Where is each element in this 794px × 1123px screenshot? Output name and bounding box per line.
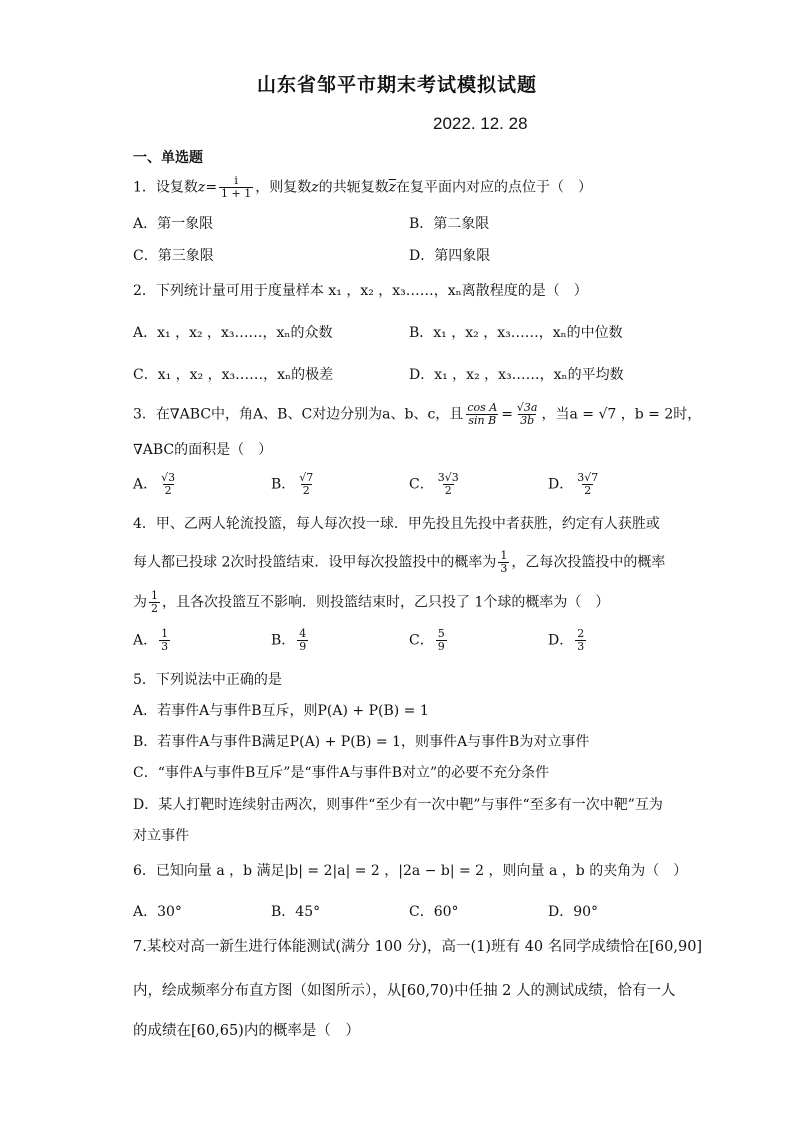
question-3-option-b: B． $\frac{√7}{2}$ [271, 471, 314, 497]
question-6-option-d: D．90° [548, 904, 599, 920]
question-4-option-c: C． $\frac{5}{9}$ [409, 627, 445, 653]
question-7-stem-line3: 的成绩在[60,65)内的概率是（ ） [133, 1023, 360, 1039]
question-3-option-d: D． $\frac{3√7}{2}$ [548, 471, 599, 497]
question-1-stem: 1．设复数z= $\frac{i}{1 + 1}$ ，则复数z的共轭复数$\overline{z}$在复平面内对应的点位于（ ） [133, 174, 593, 200]
question-5-option-c: C．“事件A与事件B互斥”是“事件A与事件B对立”的必要不充分条件 [133, 765, 550, 781]
question-7-stem-line2: 内，绘成频率分布直方图（如图所示），从[60,70)中任抽 2 人的测试成绩，恰有一人 [133, 983, 676, 999]
question-5-option-b: B．若事件A与事件B满足P(A) + P(B) = 1，则事件A与事件B为对立事件 [133, 734, 590, 750]
question-5-stem: 5．下列说法中正确的是 [133, 672, 282, 688]
section-heading: 一、单选题 [133, 150, 203, 166]
question-6-option-b: B．45° [271, 904, 321, 920]
question-4-option-a: A． $\frac{1}{3}$ [133, 627, 169, 653]
question-6-option-c: C．60° [409, 904, 459, 920]
question-1-option-a: A．第一象限 [133, 216, 214, 232]
question-1-option-c: C．第三象限 [133, 248, 214, 264]
question-2-option-a: A．x₁ ，x₂ ，x₃……，xₙ的众数 [133, 325, 333, 341]
question-5-option-d: D．某人打靶时连续射击两次，则事件“至少有一次中靶”与事件“至多有一次中靶”互为 [133, 797, 663, 813]
question-5-option-a: A．若事件A与事件B互斥，则P(A) + P(B) = 1 [133, 703, 429, 719]
question-1-option-d: D．第四象限 [409, 248, 491, 264]
exam-date: 2022. 12. 28 [433, 114, 528, 133]
question-5-option-d-line2: 对立事件 [133, 828, 189, 844]
question-2-option-b: B．x₁ ，x₂ ，x₃……，xₙ的中位数 [409, 325, 623, 341]
question-4-stem-line3: 为 $\frac{1}{2}$ ，且各次投篮互不影响．则投篮结束时，乙只投了 1个球的概率为（ ） [133, 589, 610, 615]
question-4-option-b: B． $\frac{4}{9}$ [271, 627, 307, 653]
page-title: 山东省邹平市期末考试模拟试题 [256, 74, 537, 96]
question-3-stem-line2: ∇ABC的面积是（ ） [133, 442, 273, 458]
question-3-option-c: C． $\frac{3√3}{2}$ [409, 471, 459, 497]
question-3-option-a: A． $\frac{√3}{2}$ [133, 471, 176, 497]
question-2-option-c: C．x₁ ，x₂ ，x₃……，xₙ的极差 [133, 367, 334, 383]
question-6-option-a: A．30° [133, 904, 182, 920]
question-6-stem: 6．已知向量 a ，b 满足|b| = 2|a| = 2 ，|2a − b| = 2 ，则向量 a ，b 的夹角为（ ） [133, 863, 688, 879]
question-3-stem: 3．在∇ABC中，角A、B、C对边分别为a、b、c，且 $\frac{\text{cos A}}{\text{sin B}}$ = $\frac{√3a}{3b}$ ，当a = √7 ，b = 2时， [133, 401, 702, 427]
question-4-stem-line1: 4．甲、乙两人轮流投篮，每人每次投一球．甲先投且先投中者获胜，约定有人获胜或 [133, 516, 660, 532]
question-2-stem: 2．下列统计量可用于度量样本 x₁ ，x₂ ，x₃……，xₙ离散程度的是（ ） [133, 283, 588, 299]
question-4-option-d: D． $\frac{2}{3}$ [548, 627, 585, 653]
question-7-stem-line1: 7.某校对高一新生进行体能测试(满分 100 分)，高一(1)班有 40 名同学成绩恰在[60,90] [133, 939, 703, 955]
question-2-option-d: D．x₁ ，x₂ ，x₃……，xₙ的平均数 [409, 367, 624, 383]
question-1-option-b: B．第二象限 [409, 216, 490, 232]
question-4-stem-line2: 每人都已投球 2次时投篮结束．设甲每次投篮投中的概率为 $\frac{1}{3}$ ，乙每次投篮投中的概率 [133, 549, 666, 575]
